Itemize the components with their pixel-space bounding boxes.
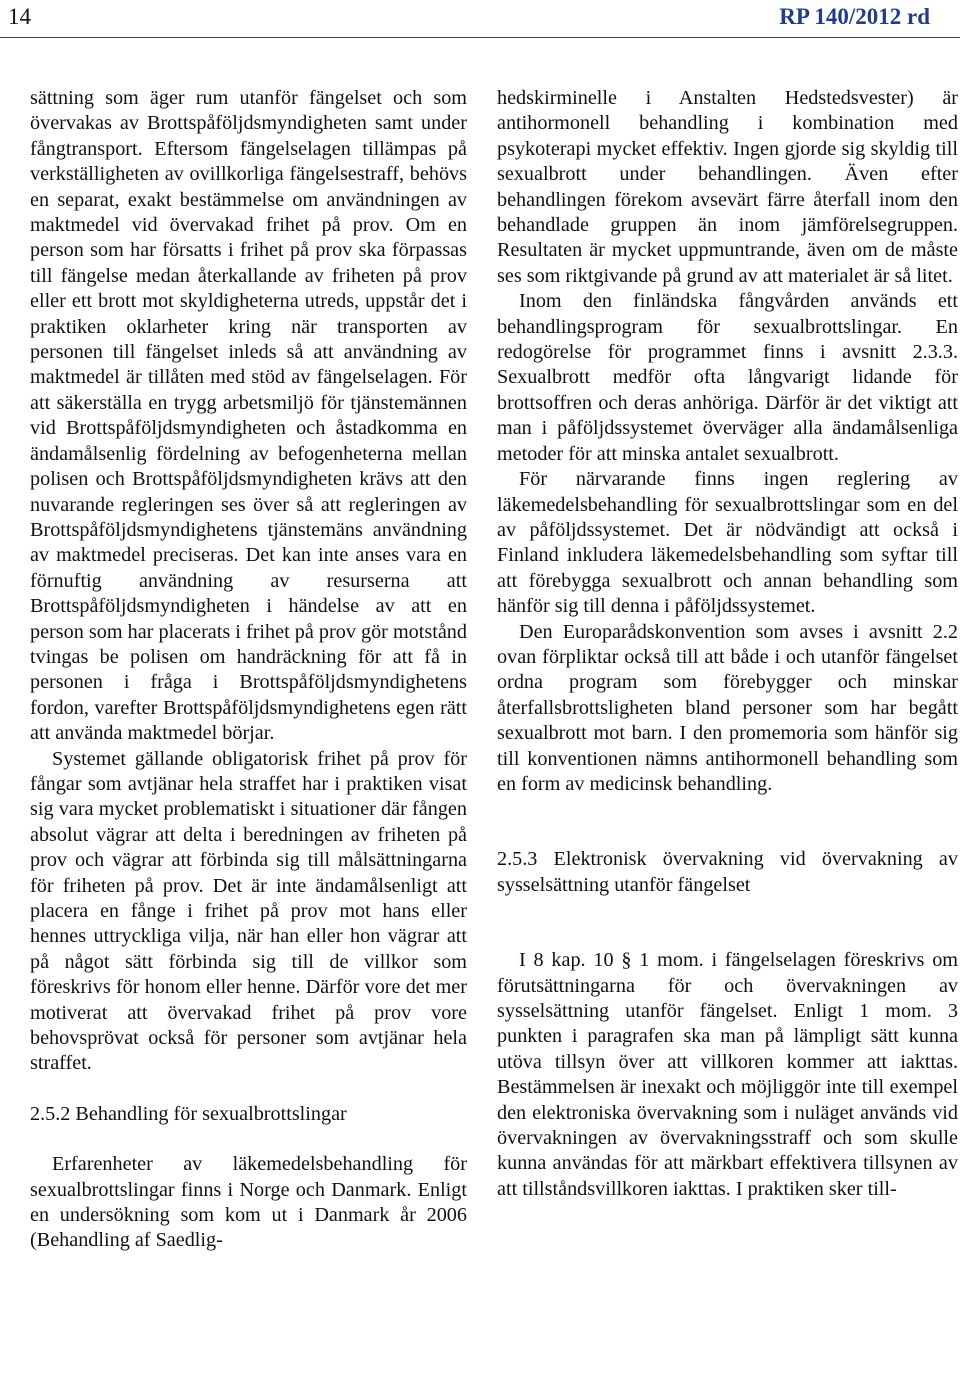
right-column bbox=[497, 86, 958, 1202]
left-paragraph-3: Erfarenheter av läkemedelsbehandling för sexualbrottslingar finns i Norge och Danmark. Enligt en undersökning som kom ut i Danmark år 2006 (Behandling af Saedlig- bbox=[30, 1153, 467, 1252]
header-rule bbox=[0, 37, 960, 38]
page-number: 14 bbox=[8, 4, 31, 29]
left-paragraph-1: sättning som äger rum utanför fängelset och som övervakas av Brottspåföljdsmyndigheten samt under fångtransport. Eftersom fängelselagen tillämpas på verkställigheten av ovillkorliga fängelsestraff, behövs en separat, exakt bestämmelse om användningen av maktmedel vid övervakad frihet på prov. Om en person som har försatts i frihet på prov ska förpassas till fängelse medan återkallande av friheten på prov eller ett brott mot skyldigheterna utreds, uppstår det i praktiken oklarheter kring när transporten av personen till fängelset inleds så att användning av maktmedel är tillåten med stöd av fängelselagen. För att säkerställa en trygg arbetsmiljö för tjänstemännen vid Brottspåföljdsmyndigheten och åstadkomma en ändamålsenlig fördelning av befogenheterna mellan polisen och Brottspåföljdsmyndigheten krävs att den nuvarande regleringen ses över så att regleringen av Brottspåföljdsmyndighetens tjänstemäns användning av maktmedel preciseras. Det kan inte anses vara en förnuftig användning av resurserna att Brottspåföljdsmyndigheten i händelse av att en person som har placerats i frihet på prov gör motstånd tvingas be polisen om handräckning för att få in personen i fråga i Brottspåföljdsmyndighetens fordon, varefter Brottspåföljdsmyndighetens egen rätt att använda maktmedel börjar. bbox=[30, 87, 467, 745]
left-paragraph-2: Systemet gällande obligatorisk frihet på prov för fångar som avtjänar hela straffet har i praktiken visat sig vara mycket problematiskt i situationer där fången absolut vägrar att delta i beredningen av friheten på prov och vägrar att förbinda sig till målsättningarna för friheten på prov. Det är inte ändamålsenligt att placera en fånge i frihet på prov mot hans eller hennes uttryckliga vilja, när han eller hon vägrar att på något sätt förbinda sig till de villkor som föreskrivs för honom eller henne. Därför vore det mer motiverat att övervakad frihet på prov vore behovsprövat också för personer som avtjänar hela straffet. bbox=[30, 747, 467, 1075]
right-paragraph-4: Den Europarådskonvention som avses i avsnitt 2.2 ovan förpliktar också till att både i och utanför fängelset ordna program som förebygger och minskar återfallsbrottsligheten bland personer som har begått sexualbrott mot barn. I den promemoria som hänför sig till konventionen nämns antihormonell behandling som en form av medicinsk behandling. bbox=[497, 620, 958, 795]
right-paragraph-1: hedskirminelle i Anstalten Hedstedsvester) är antihormonell behandling i kombination med psykoterapi mycket effektiv. Ingen gjorde sig skyldig till sexualbrott under behandlingen. Även efter behandlingen förekom avsevärt färre återfall inom den behandlade gruppen än inom jämförelsegruppen. Resultaten är mycket uppmuntrande, även om de måste ses som riktgivande på grund av att materialet är så litet. bbox=[497, 87, 958, 287]
section-heading-2-5-3: 2.5.3 Elektronisk övervakning vid övervakning av sysselsättning utanför fängelset bbox=[497, 848, 958, 896]
left-column bbox=[30, 86, 467, 1254]
right-paragraph-2: Inom den finländska fångvården används ett behandlingsprogram för sexualbrottslingar. En redogörelse för programmet finns i avsnitt 2.3.3. Sexualbrott medför ofta långvarigt lidande för brottsoffren och deras anhöriga. Därför är det viktigt att man i påföljdssystemet överväger alla ändamålsenliga metoder för att minska antalet sexualbrott. bbox=[497, 290, 958, 465]
document-id: RP 140/2012 rd bbox=[779, 4, 930, 29]
section-heading-2-5-2: 2.5.2 Behandling för sexualbrottslingar bbox=[30, 1102, 347, 1125]
right-paragraph-5: I 8 kap. 10 § 1 mom. i fängelselagen föreskrivs om förutsättningarna för och övervakningen av sysselsättning utanför fängelset. Enligt 1 mom. 3 punkten i paragrafen ska man på lämpligt sätt kunna utöva tillsyn över att villkoren kommer att iakttas. Bestämmelsen är inexakt och möjliggör inte till exempel den elektroniska övervakning som i nuläget används vid övervakningen av övervakningsstraff och som skulle kunna användas för att märkbart effektivera tillsynen av att tillståndsvillkoren iakttas. I praktiken sker till- bbox=[497, 949, 958, 1200]
right-paragraph-3: För närvarande finns ingen reglering av läkemedelsbehandling för sexualbrottslingar som en del av påföljdssystemet. Det är nödvändigt att också i Finland inkludera läkemedelsbehandling som syftar till att förebygga sexualbrott och annan behandling som hänför sig till denna i påföljdssystemet. bbox=[497, 468, 958, 618]
